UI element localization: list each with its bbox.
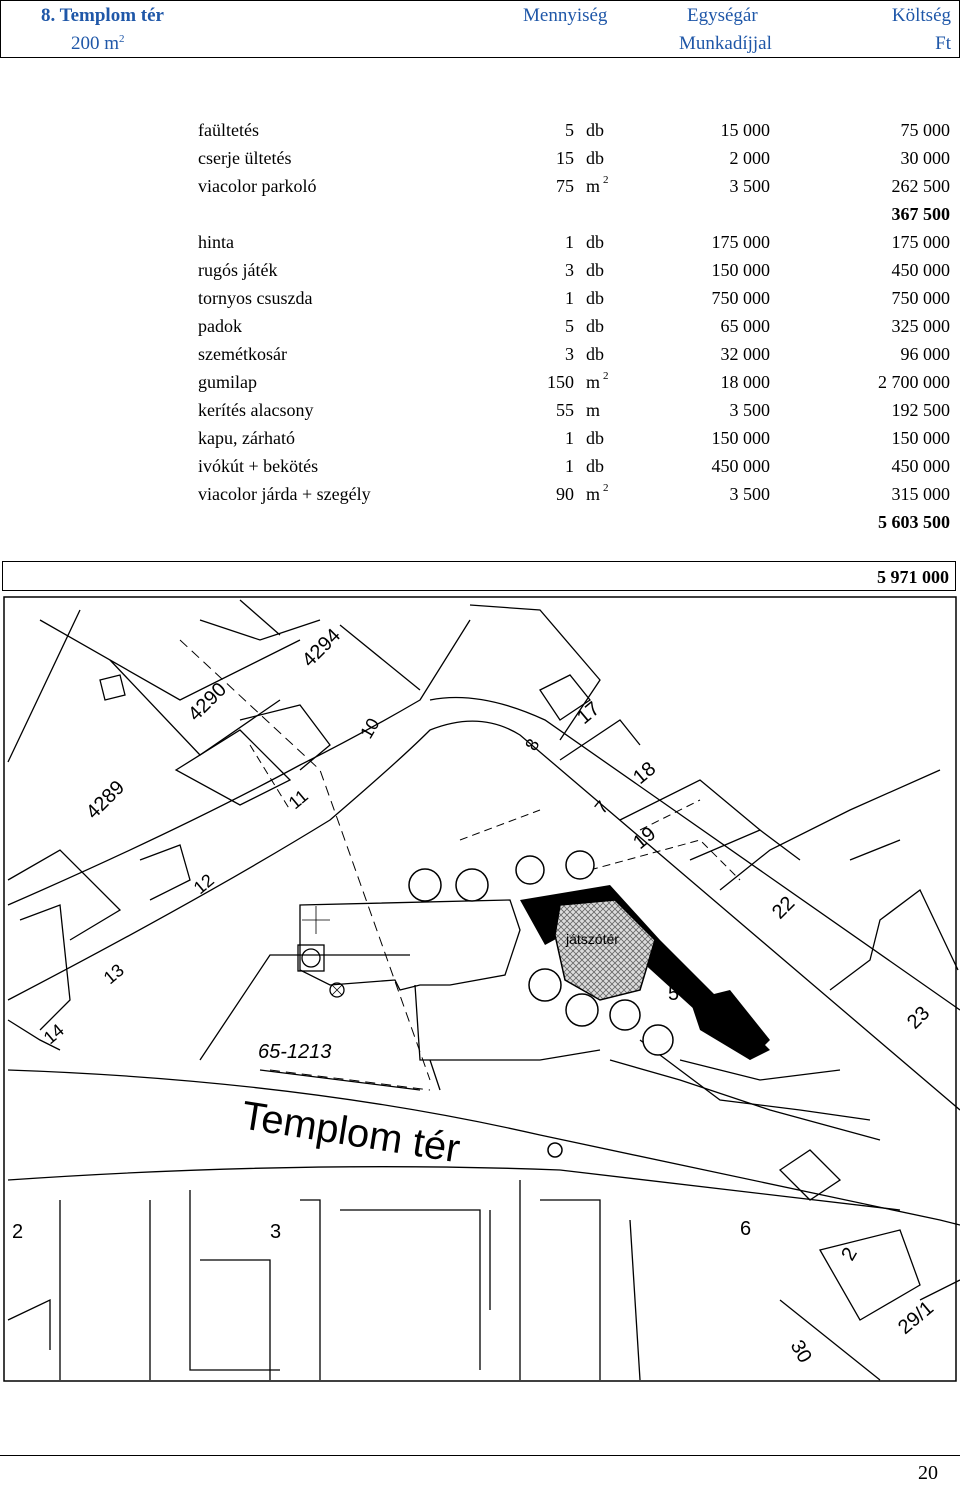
map-label-18: 18 xyxy=(629,757,661,789)
item-unit: m xyxy=(586,484,601,504)
item-cost: 75 000 xyxy=(900,120,950,140)
table-row xyxy=(0,116,960,144)
grand-total-box xyxy=(2,561,956,591)
item-unit-price: 150 000 xyxy=(711,260,770,280)
item-unit: db xyxy=(586,344,604,364)
map-label-8: 8 xyxy=(521,735,544,754)
item-unit: db xyxy=(586,428,604,448)
item-unit-price: 32 000 xyxy=(720,344,770,364)
item-unit-price: 15 000 xyxy=(720,120,770,140)
item-name: viacolor parkoló xyxy=(198,176,317,196)
map-label-29-1: 29/1 xyxy=(894,1296,939,1339)
item-unit: db xyxy=(586,148,604,168)
table-row xyxy=(0,368,960,396)
item-unit-exponent: 2 xyxy=(603,174,609,186)
col-unit-price-subheader: Munkadíjjal xyxy=(679,33,772,54)
item-cost: 150 000 xyxy=(891,428,950,448)
table-row xyxy=(0,228,960,256)
item-unit: m xyxy=(586,372,601,392)
item-unit-price: 750 000 xyxy=(711,288,770,308)
item-unit-price: 450 000 xyxy=(711,456,770,476)
map-label-2-east: 2 xyxy=(837,1243,862,1265)
item-cost: 192 500 xyxy=(891,400,950,420)
item-quantity: 3 xyxy=(565,260,574,280)
site-plan-map xyxy=(0,596,960,1382)
item-cost: 30 000 xyxy=(900,148,950,168)
item-name: faültetés xyxy=(198,120,259,140)
page-number: 20 xyxy=(918,1462,938,1484)
item-unit: db xyxy=(586,260,604,280)
item-name: cserje ültetés xyxy=(198,148,292,168)
map-label-23: 23 xyxy=(902,1002,935,1034)
map-label-12: 12 xyxy=(189,869,218,899)
item-name: rugós játék xyxy=(198,260,278,280)
item-unit-price: 175 000 xyxy=(711,232,770,252)
subtotal-row xyxy=(0,508,960,536)
grand-total: 5 971 000 xyxy=(877,567,949,587)
map-label-7: 7 xyxy=(590,797,613,818)
col-quantity-header: Mennyiség xyxy=(523,5,608,26)
item-cost: 262 500 xyxy=(891,176,950,196)
map-label-2-west: 2 xyxy=(12,1221,24,1243)
item-unit-price: 3 500 xyxy=(729,400,770,420)
table-row xyxy=(0,396,960,424)
item-unit-exponent: 2 xyxy=(603,482,609,494)
map-label-13: 13 xyxy=(99,959,128,989)
item-unit: db xyxy=(586,120,604,140)
item-unit-exponent: 2 xyxy=(603,370,609,382)
item-name: kapu, zárható xyxy=(198,428,295,448)
table-row xyxy=(0,340,960,368)
table-row xyxy=(0,284,960,312)
map-label-4290: 4290 xyxy=(183,678,232,726)
subtotal-value: 5 603 500 xyxy=(878,512,950,532)
parcel-id-label: 65-1213 xyxy=(258,1041,332,1063)
item-quantity: 1 xyxy=(565,288,574,308)
item-quantity: 90 xyxy=(556,484,574,504)
map-label-17: 17 xyxy=(573,697,605,729)
table-row xyxy=(0,312,960,340)
map-label-19: 19 xyxy=(629,822,661,854)
map-label-10: 10 xyxy=(356,714,384,742)
item-cost: 450 000 xyxy=(891,456,950,476)
item-unit-price: 3 500 xyxy=(729,176,770,196)
item-unit: m xyxy=(586,176,601,196)
street-name-label: Templom tér xyxy=(238,1093,463,1172)
subtotal-row xyxy=(0,200,960,228)
item-unit: m xyxy=(586,400,601,420)
item-quantity: 1 xyxy=(565,428,574,448)
item-cost: 315 000 xyxy=(891,484,950,504)
item-quantity: 1 xyxy=(565,232,574,252)
col-cost-header: Költség xyxy=(891,5,951,26)
table-row xyxy=(0,172,960,200)
map-label-3: 3 xyxy=(270,1221,282,1243)
item-unit-price: 18 000 xyxy=(720,372,770,392)
map-label-4289: 4289 xyxy=(81,776,130,824)
playground-label: játszótér xyxy=(566,931,619,947)
item-quantity: 75 xyxy=(556,176,574,196)
area-label: 200 $m^2$ xyxy=(71,33,125,54)
item-quantity: 5 xyxy=(565,120,574,140)
item-name: gumilap xyxy=(198,372,257,392)
map-label-5: 5 xyxy=(668,983,680,1005)
subtotal-value: 367 500 xyxy=(891,204,950,224)
table-row xyxy=(0,144,960,172)
map-label-11: 11 xyxy=(284,785,312,814)
col-cost-unit: Ft xyxy=(935,33,951,54)
item-name: hinta xyxy=(198,232,234,252)
item-quantity: 3 xyxy=(565,344,574,364)
item-name: szemétkosár xyxy=(198,344,287,364)
section-title: 8. Templom tér xyxy=(41,5,164,26)
item-name: tornyos csuszda xyxy=(198,288,313,308)
map-label-6: 6 xyxy=(740,1218,752,1240)
map-label-14: 14 xyxy=(39,1019,68,1049)
table-row xyxy=(0,452,960,480)
table-header xyxy=(0,0,960,58)
table-row xyxy=(0,256,960,284)
table-row xyxy=(0,480,960,508)
footer-rule xyxy=(0,1455,960,1456)
map-label-30: 30 xyxy=(785,1336,816,1367)
item-name: padok xyxy=(198,316,242,336)
item-quantity: 1 xyxy=(565,456,574,476)
item-unit-price: 3 500 xyxy=(729,484,770,504)
item-unit: db xyxy=(586,232,604,252)
map-label-22: 22 xyxy=(767,892,800,924)
item-cost: 2 700 000 xyxy=(878,372,950,392)
item-cost: 750 000 xyxy=(891,288,950,308)
item-unit: db xyxy=(586,456,604,476)
item-cost: 96 000 xyxy=(900,344,950,364)
item-quantity: 5 xyxy=(565,316,574,336)
item-cost: 175 000 xyxy=(891,232,950,252)
item-quantity: 15 xyxy=(556,148,574,168)
item-name: ivókút + bekötés xyxy=(198,456,319,476)
item-name: viacolor járda + szegély xyxy=(198,484,371,504)
item-unit-price: 2 000 xyxy=(729,148,770,168)
item-name: kerítés alacsony xyxy=(198,400,314,420)
item-quantity: 55 xyxy=(556,400,574,420)
item-unit: db xyxy=(586,316,604,336)
item-unit: db xyxy=(586,288,604,308)
item-cost: 325 000 xyxy=(891,316,950,336)
item-cost: 450 000 xyxy=(891,260,950,280)
item-unit-price: 65 000 xyxy=(720,316,770,336)
item-unit-price: 150 000 xyxy=(711,428,770,448)
item-quantity: 150 xyxy=(547,372,574,392)
map-label-4294: 4294 xyxy=(297,624,346,672)
col-unit-price-header: Egységár xyxy=(687,5,758,26)
table-row xyxy=(0,424,960,452)
